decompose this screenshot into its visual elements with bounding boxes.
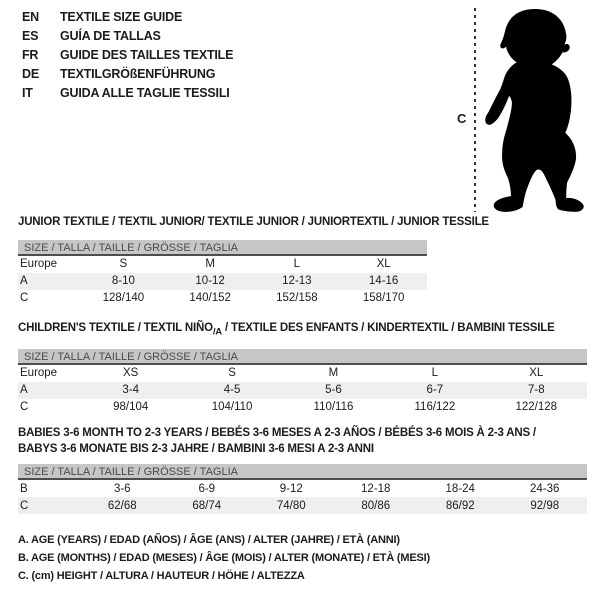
table-row	[18, 399, 587, 416]
size-cell: L	[431, 367, 439, 380]
size-cell: XL	[529, 367, 544, 380]
size-cell: 3-4	[122, 384, 139, 397]
size-cell: 104/110	[211, 401, 253, 414]
table-row	[18, 480, 587, 497]
size-header-bar: SIZE / TALLA / TAILLE / GRÖSSE / TAGLIA	[18, 240, 427, 256]
size-cell: M	[328, 367, 339, 380]
size-cell: 98/104	[113, 401, 149, 414]
table-row	[18, 497, 587, 514]
size-cell: 8-10	[111, 275, 135, 287]
row-label: A	[20, 384, 28, 397]
size-cell: 24-36	[530, 482, 560, 495]
lang-label: GUIDE DES TAILLES TEXTILE	[60, 48, 234, 62]
table-title-text: BABYS 3-6 MONATE BIS 2-3 JAHRE / BAMBINI 3-6 MESI A 2-3 ANNI	[18, 442, 374, 455]
junior-textile-section	[18, 215, 489, 307]
baby-silhouette-icon	[455, 3, 595, 215]
table-title-text: JUNIOR TEXTILE / TEXTIL JUNIOR/ TEXTILE JUNIOR / JUNIORTEXTIL / JUNIOR TESSILE	[18, 216, 489, 228]
size-cell: 9-12	[279, 482, 303, 495]
size-header-bar: SIZE / TALLA / TAILLE / GRÖSSE / TAGLIA	[18, 349, 587, 365]
lang-code: FR	[22, 48, 39, 62]
size-cell: 152/158	[276, 292, 318, 304]
lang-code: DE	[22, 67, 39, 81]
lang-row-fr	[22, 46, 233, 65]
size-cell: 10-12	[195, 275, 225, 287]
lang-label: GUÍA DE TALLAS	[60, 29, 161, 43]
row-label: B	[20, 482, 28, 495]
size-cell: S	[119, 258, 128, 270]
lang-code: EN	[22, 10, 39, 24]
babies-size-table	[18, 480, 587, 514]
size-cell: 68/74	[192, 499, 222, 512]
size-cell: XS	[123, 367, 139, 380]
language-title-list	[22, 8, 233, 103]
lang-code: IT	[22, 86, 33, 100]
measure-figure	[455, 3, 595, 215]
lang-label: TEXTILE SIZE GUIDE	[60, 10, 183, 24]
table-row	[18, 365, 587, 382]
size-cell: XL	[376, 258, 391, 270]
row-label: C	[20, 292, 29, 304]
size-cell: 4-5	[223, 384, 241, 397]
table-title-text: BABIES 3-6 MONTH TO 2-3 YEARS / BEBÉS 3-6 MESES A 2-3 AÑOS / BÉBÉS 3-6 MOIS À 2-3 ANS /	[18, 427, 536, 439]
children-textile-section	[18, 321, 587, 416]
table-title-text: / TEXTILE DES ENFANTS / KINDERTEXTIL / BAMBINI TESSILE	[222, 322, 555, 334]
lang-row-en	[22, 8, 233, 27]
size-cell: 122/128	[515, 401, 558, 414]
size-cell: 6-9	[198, 482, 216, 495]
size-cell: 80/86	[361, 499, 391, 512]
row-label: C	[20, 401, 29, 414]
size-header-bar: SIZE / TALLA / TAILLE / GRÖSSE / TAGLIA	[18, 464, 587, 480]
table-row	[18, 256, 427, 273]
size-cell: 62/68	[107, 499, 137, 512]
size-cell: S	[228, 367, 236, 380]
babies-textile-section	[18, 426, 587, 514]
size-cell: L	[293, 258, 301, 270]
size-cell: 110/116	[313, 401, 354, 414]
table-row	[18, 382, 587, 399]
lang-label: GUIDA ALLE TAGLIE TESSILI	[60, 86, 230, 100]
row-label: Europe	[20, 258, 58, 270]
size-cell: 14-16	[368, 275, 399, 287]
footnote-a: A. AGE (YEARS) / EDAD (AÑOS) / ÂGE (ANS) / ALTER (JAHRE) / ETÀ (ANNI)	[18, 534, 400, 546]
row-label: A	[20, 275, 28, 287]
size-cell: 5-6	[325, 384, 342, 397]
size-cell: 3-6	[113, 482, 131, 495]
table-title-babies	[18, 426, 587, 457]
table-title-subscript: /A	[212, 326, 223, 338]
lang-row-de	[22, 65, 233, 84]
children-size-table	[18, 365, 587, 416]
row-label: C	[20, 499, 29, 512]
lang-row-es	[22, 27, 233, 46]
size-cell: 7-8	[527, 384, 545, 397]
junior-size-table	[18, 256, 427, 307]
table-row	[18, 273, 427, 290]
legend-footnotes	[18, 531, 430, 585]
size-cell: 74/80	[276, 499, 306, 512]
size-cell: 128/140	[102, 292, 145, 304]
table-title-children	[18, 321, 587, 340]
height-measure-label: C	[457, 111, 467, 126]
baby-silhouette	[485, 9, 583, 212]
size-cell: 86/92	[445, 499, 475, 512]
size-cell: 158/170	[362, 292, 405, 304]
size-cell: M	[205, 258, 215, 270]
lang-row-it	[22, 84, 233, 103]
footnote-c: C. (cm) HEIGHT / ALTURA / HAUTEUR / HÖHE / ALTEZZA	[18, 570, 305, 582]
table-title-junior	[18, 215, 489, 231]
table-row	[18, 290, 427, 307]
lang-code: ES	[22, 29, 39, 43]
size-cell: 116/122	[414, 401, 456, 414]
size-cell: 12-18	[361, 482, 391, 495]
size-cell: 12-13	[282, 275, 312, 287]
table-title-text: CHILDREN'S TEXTILE / TEXTIL NIÑO	[18, 322, 213, 334]
row-label: Europe	[20, 367, 58, 380]
lang-label: TEXTILGRÖßENFÜHRUNG	[60, 67, 216, 81]
size-cell: 140/152	[189, 292, 231, 304]
footnote-b: B. AGE (MONTHS) / EDAD (MESES) / ÂGE (MOIS) / ALTER (MONATE) / ETÀ (MESI)	[18, 552, 430, 564]
size-cell: 92/98	[530, 499, 560, 512]
size-cell: 18-24	[445, 482, 475, 495]
size-cell: 6-7	[426, 384, 444, 397]
